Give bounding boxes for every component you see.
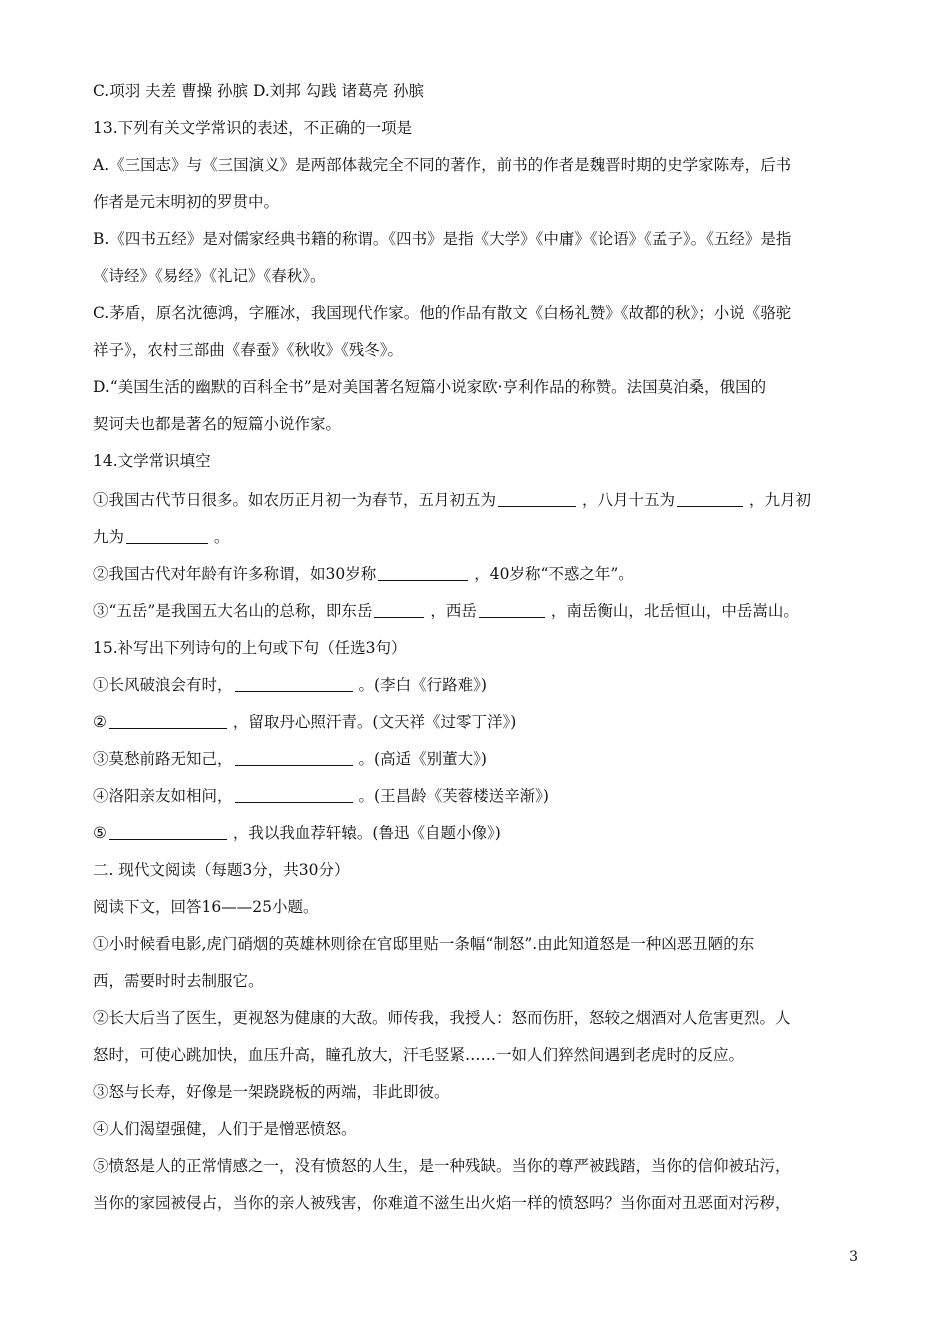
text-segment: 13.下列有关文学常识的表述，不正确的一项是 — [93, 119, 413, 137]
text-segment: 。(李白《行路难》) — [358, 676, 487, 694]
text-line — [93, 228, 791, 250]
text-segment: C.茅盾，原名沈德鸿，字雁冰，我国现代作家。他的作品有散文《白杨礼赞》《故都的秋》；小说《骆驼 — [93, 304, 792, 322]
text-segment: ，40岁称“不惑之年”。 — [474, 565, 634, 583]
text-segment: 《诗经》《易经》《礼记》《春秋》。 — [93, 267, 326, 285]
text-segment: 作者是元末明初的罗贯中。 — [93, 193, 280, 211]
text-segment: ，南岳衡山，北岳恒山，中岳嵩山。 — [550, 602, 799, 620]
text-segment: ④洛阳亲友如相问， — [93, 787, 233, 805]
text-line — [93, 154, 791, 176]
text-segment: 。 — [214, 528, 230, 546]
text-segment: ，西岳 — [430, 602, 477, 620]
text-segment: ①我国古代节日很多。如农历正月初一为春节，五月初五为 — [93, 491, 497, 509]
text-segment: 。(王昌龄《芙蓉楼送辛渐》) — [358, 787, 549, 805]
text-line — [93, 822, 501, 844]
fill-in-blank[interactable] — [126, 527, 208, 544]
text-segment: 15.补写出下列诗句的上句或下句（任选3句） — [93, 639, 407, 657]
text-line — [93, 265, 326, 287]
fill-in-blank[interactable] — [479, 601, 545, 618]
text-segment: 14.文学常识填空 — [93, 452, 211, 470]
text-segment: 九为 — [93, 528, 125, 546]
text-line — [93, 896, 318, 918]
text-line — [93, 711, 516, 733]
text-line — [93, 413, 341, 435]
text-segment: 二. 现代文阅读（每题3分，共30分） — [93, 861, 350, 879]
text-segment: ② — [93, 713, 107, 731]
text-line — [93, 859, 349, 881]
text-line — [93, 80, 424, 102]
text-segment: ，留取丹心照汗青。(文天祥《过零丁洋》) — [232, 713, 517, 731]
text-line — [93, 526, 230, 548]
text-segment: ②我国古代对年龄有许多称谓，如30岁称 — [93, 565, 377, 583]
text-line — [93, 637, 407, 659]
fill-in-blank[interactable] — [374, 601, 424, 618]
fill-in-blank[interactable] — [235, 675, 353, 692]
text-segment: 当你的家园被侵占，当你的亲人被残害，你难道不滋生出火焰一样的愤怒吗？当你面对丑恶面对污秽， — [93, 1194, 791, 1212]
text-line — [93, 1081, 450, 1103]
text-segment: ③莫愁前路无知己， — [93, 750, 233, 768]
text-line — [93, 1155, 791, 1177]
fill-in-blank[interactable] — [677, 490, 743, 507]
text-line — [93, 970, 264, 992]
text-line — [93, 933, 754, 955]
fill-in-blank[interactable] — [235, 749, 353, 766]
text-line — [93, 117, 412, 139]
text-segment: 契诃夫也都是著名的短篇小说作家。 — [93, 415, 342, 433]
text-line — [93, 1044, 744, 1066]
text-segment: ①小时候看电影,虎门硝烟的英雄林则徐在官邸里贴一条幅“制怒”.由此知道怒是一种凶恶丑陋的东 — [93, 935, 755, 953]
text-segment: ③“五岳”是我国五大名山的总称，即东岳 — [93, 602, 373, 620]
text-segment: 阅读下文，回答16——25小题。 — [93, 898, 319, 916]
text-segment: ①长风破浪会有时， — [93, 676, 233, 694]
text-line — [93, 1118, 357, 1140]
text-line — [93, 563, 634, 585]
text-segment: ⑤ — [93, 824, 107, 842]
text-line — [93, 600, 799, 622]
text-line — [93, 748, 487, 770]
text-segment: 祥子》，农村三部曲《春蚕》《秋收》《残冬》。 — [93, 341, 404, 359]
fill-in-blank[interactable] — [235, 786, 353, 803]
fill-in-blank[interactable] — [109, 823, 227, 840]
text-line — [93, 1007, 791, 1029]
text-segment: ④人们渴望强健，人们于是憎恶愤怒。 — [93, 1120, 357, 1138]
text-line — [93, 489, 811, 511]
text-segment: 西，需要时时去制服它。 — [93, 972, 264, 990]
text-segment: ，我以我血荐轩辕。(鲁迅《自题小像》) — [232, 824, 501, 842]
text-segment: B.《四书五经》是对儒家经典书籍的称谓。《四书》是指《大学》《中庸》《论语》《孟子》。《五经》是指 — [93, 230, 792, 248]
text-segment: 。(高适《别董大》) — [358, 750, 487, 768]
text-segment: ⑤愤怒是人的正常情感之一，没有愤怒的人生，是一种残缺。当你的尊严被践踏，当你的信仰被玷污， — [93, 1157, 791, 1175]
text-segment: ②长大后当了医生，更视怒为健康的大敌。师传我，我授人：怒而伤肝，怒较之烟酒对人危害更烈。人 — [93, 1009, 791, 1027]
text-segment: ，九月初 — [749, 491, 812, 509]
text-segment: C.项羽 夫差 曹操 孙膑 D.刘邦 勾践 诸葛亮 孙膑 — [93, 82, 425, 100]
text-segment: ③怒与长寿，好像是一架跷跷板的两端，非此即彼。 — [93, 1083, 450, 1101]
page-number: 3 — [849, 1249, 858, 1265]
text-line — [93, 376, 766, 398]
fill-in-blank[interactable] — [109, 712, 227, 729]
fill-in-blank[interactable] — [498, 490, 576, 507]
text-segment: D.“美国生活的幽默的百科全书”是对美国著名短篇小说家欧·亨利作品的称赞。法国莫泊桑，俄国的 — [93, 378, 767, 396]
text-line — [93, 191, 279, 213]
text-line — [93, 1192, 791, 1214]
text-line — [93, 785, 549, 807]
text-line — [93, 302, 791, 324]
fill-in-blank[interactable] — [378, 564, 468, 581]
text-segment: ，八月十五为 — [582, 491, 676, 509]
text-segment: 怒时，可使心跳加快，血压升高，瞳孔放大，汗毛竖紧……一如人们猝然间遇到老虎时的反应。 — [93, 1046, 745, 1064]
text-line — [93, 450, 211, 472]
text-segment: A.《三国志》与《三国演义》是两部体裁完全不同的著作，前书的作者是魏晋时期的史学家陈寿，后书 — [93, 156, 792, 174]
text-line — [93, 339, 403, 361]
text-line — [93, 674, 487, 696]
